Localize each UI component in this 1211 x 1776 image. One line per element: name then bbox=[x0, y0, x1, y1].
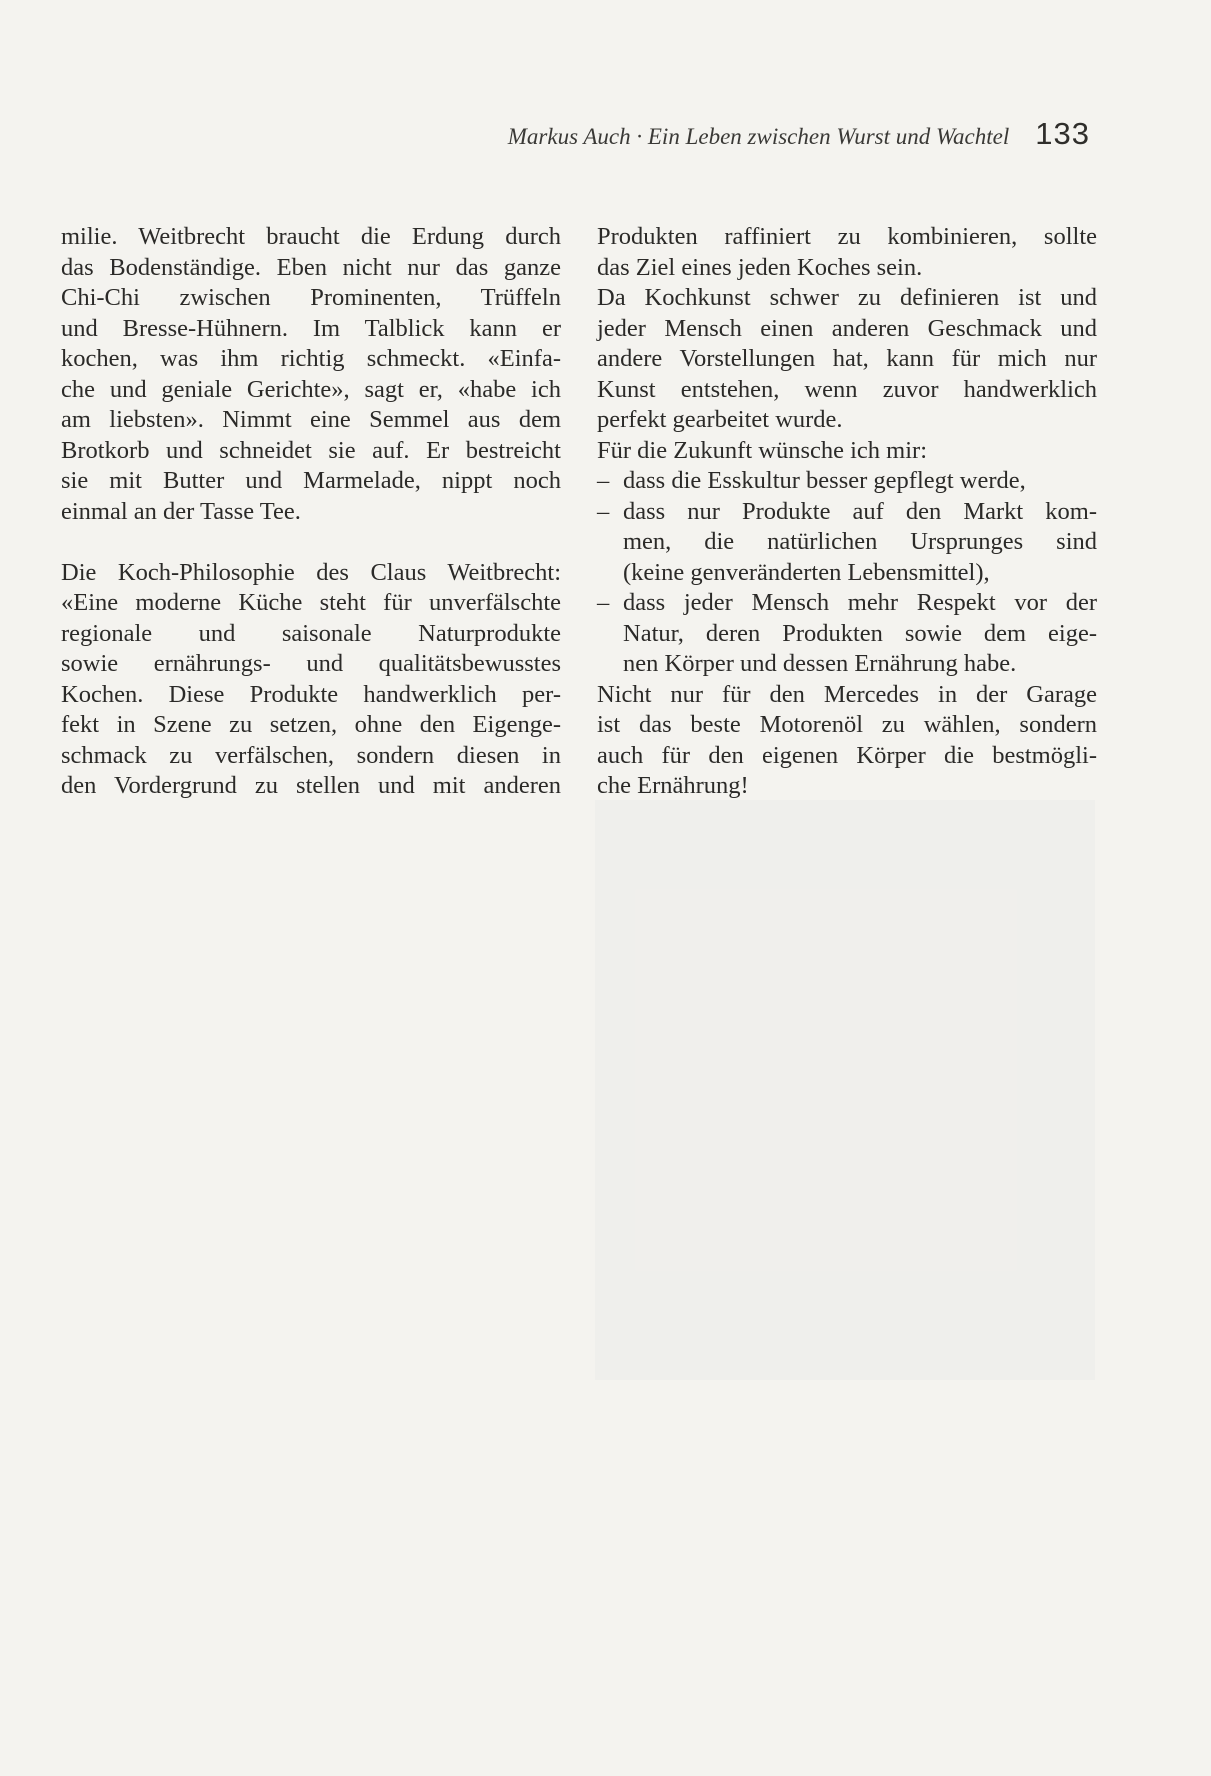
text-line: Die Koch-Philosophie des Claus Weitbrecht: bbox=[61, 558, 561, 586]
list-item bbox=[597, 588, 1097, 680]
text-line: Nicht nur für den Mercedes in der Garage bbox=[597, 680, 1097, 708]
bullet-list bbox=[597, 466, 1097, 680]
text-line: che und geniale Gerichte», sagt er, «habe ich bbox=[61, 375, 561, 403]
running-title: Markus Auch · Ein Leben zwischen Wurst und Wachtel bbox=[507, 124, 1010, 149]
paragraph-gap bbox=[61, 527, 561, 558]
text-line: Brotkorb und schneidet sie auf. Er bestreicht bbox=[61, 436, 561, 464]
text-line: Für die Zukunft wünsche ich mir: bbox=[597, 436, 928, 464]
text-line: nen Körper und dessen Ernährung habe. bbox=[623, 650, 1017, 677]
text-line: schmack zu verfälschen, sondern diesen in bbox=[61, 741, 561, 769]
text-line: kochen, was ihm richtig schmeckt. «Einfa- bbox=[61, 345, 561, 372]
text-line: das Ziel eines jeden Koches sein. bbox=[597, 253, 923, 281]
text-line: regionale und saisonale Naturprodukte bbox=[61, 619, 561, 647]
text-line: Kochen. Diese Produkte handwerklich per- bbox=[61, 680, 561, 708]
list-item bbox=[597, 466, 1097, 497]
text-line: sie mit Butter und Marmelade, nippt noch bbox=[61, 467, 561, 494]
running-head bbox=[380, 116, 1090, 156]
dash-marker: – bbox=[597, 467, 610, 494]
dash-marker: – bbox=[597, 497, 610, 525]
text-line: auch für den eigenen Körper die bestmögli- bbox=[597, 741, 1097, 769]
text-line: perfekt gearbeitet wurde. bbox=[597, 406, 843, 433]
right-column bbox=[597, 222, 1097, 802]
text-line: sowie ernährungs- und qualitätsbewusstes bbox=[61, 650, 561, 677]
text-line: den Vordergrund zu stellen und mit anderen bbox=[61, 772, 561, 799]
text-line: und Bresse-Hühnern. Im Talblick kann er bbox=[61, 314, 561, 342]
left-column bbox=[61, 222, 561, 802]
text-line: men, die natürlichen Ursprunges sind bbox=[623, 528, 1097, 555]
dash-marker: – bbox=[597, 589, 610, 616]
text-line: ist das beste Motorenöl zu wählen, sondern bbox=[597, 711, 1097, 738]
text-line: Produkten raffiniert zu kombinieren, sollte bbox=[597, 223, 1097, 250]
paragraph bbox=[597, 680, 1097, 802]
text-line: am liebsten». Nimmt eine Semmel aus dem bbox=[61, 406, 561, 433]
text-line: einmal an der Tasse Tee. bbox=[61, 497, 301, 525]
text-line: Da Kochkunst schwer zu definieren ist und bbox=[597, 284, 1097, 311]
paragraph bbox=[597, 283, 1097, 436]
text-line: che Ernährung! bbox=[597, 772, 749, 799]
text-line: Chi-Chi zwischen Prominenten, Trüffeln bbox=[61, 284, 561, 311]
text-line: fekt in Szene zu setzen, ohne den Eigenge- bbox=[61, 711, 561, 738]
text-line: dass jeder Mensch mehr Respekt vor der bbox=[623, 589, 1097, 616]
paragraph bbox=[597, 222, 1097, 283]
paragraph bbox=[61, 558, 561, 802]
text-line: jeder Mensch einen anderen Geschmack und bbox=[597, 314, 1097, 342]
text-line: andere Vorstellungen hat, kann für mich nur bbox=[597, 345, 1097, 372]
text-line: Kunst entstehen, wenn zuvor handwerklich bbox=[597, 375, 1097, 403]
text-line: dass die Esskultur besser gepflegt werde, bbox=[623, 467, 1026, 494]
list-item bbox=[597, 497, 1097, 589]
text-line: das Bodenständige. Eben nicht nur das ganze bbox=[61, 253, 561, 281]
page-number: 133 bbox=[1035, 116, 1090, 151]
text-line: «Eine moderne Küche steht für unverfälschte bbox=[61, 589, 561, 616]
paragraph bbox=[61, 222, 561, 527]
show-through-shadow bbox=[595, 800, 1095, 1380]
text-line: dass nur Produkte auf den Markt kom- bbox=[623, 497, 1097, 525]
text-line: (keine genveränderten Lebensmittel), bbox=[623, 558, 990, 586]
text-line: Natur, deren Produkten sowie dem eige- bbox=[623, 619, 1097, 647]
text-line: milie. Weitbrecht braucht die Erdung durch bbox=[61, 223, 561, 250]
paragraph bbox=[597, 436, 1097, 467]
